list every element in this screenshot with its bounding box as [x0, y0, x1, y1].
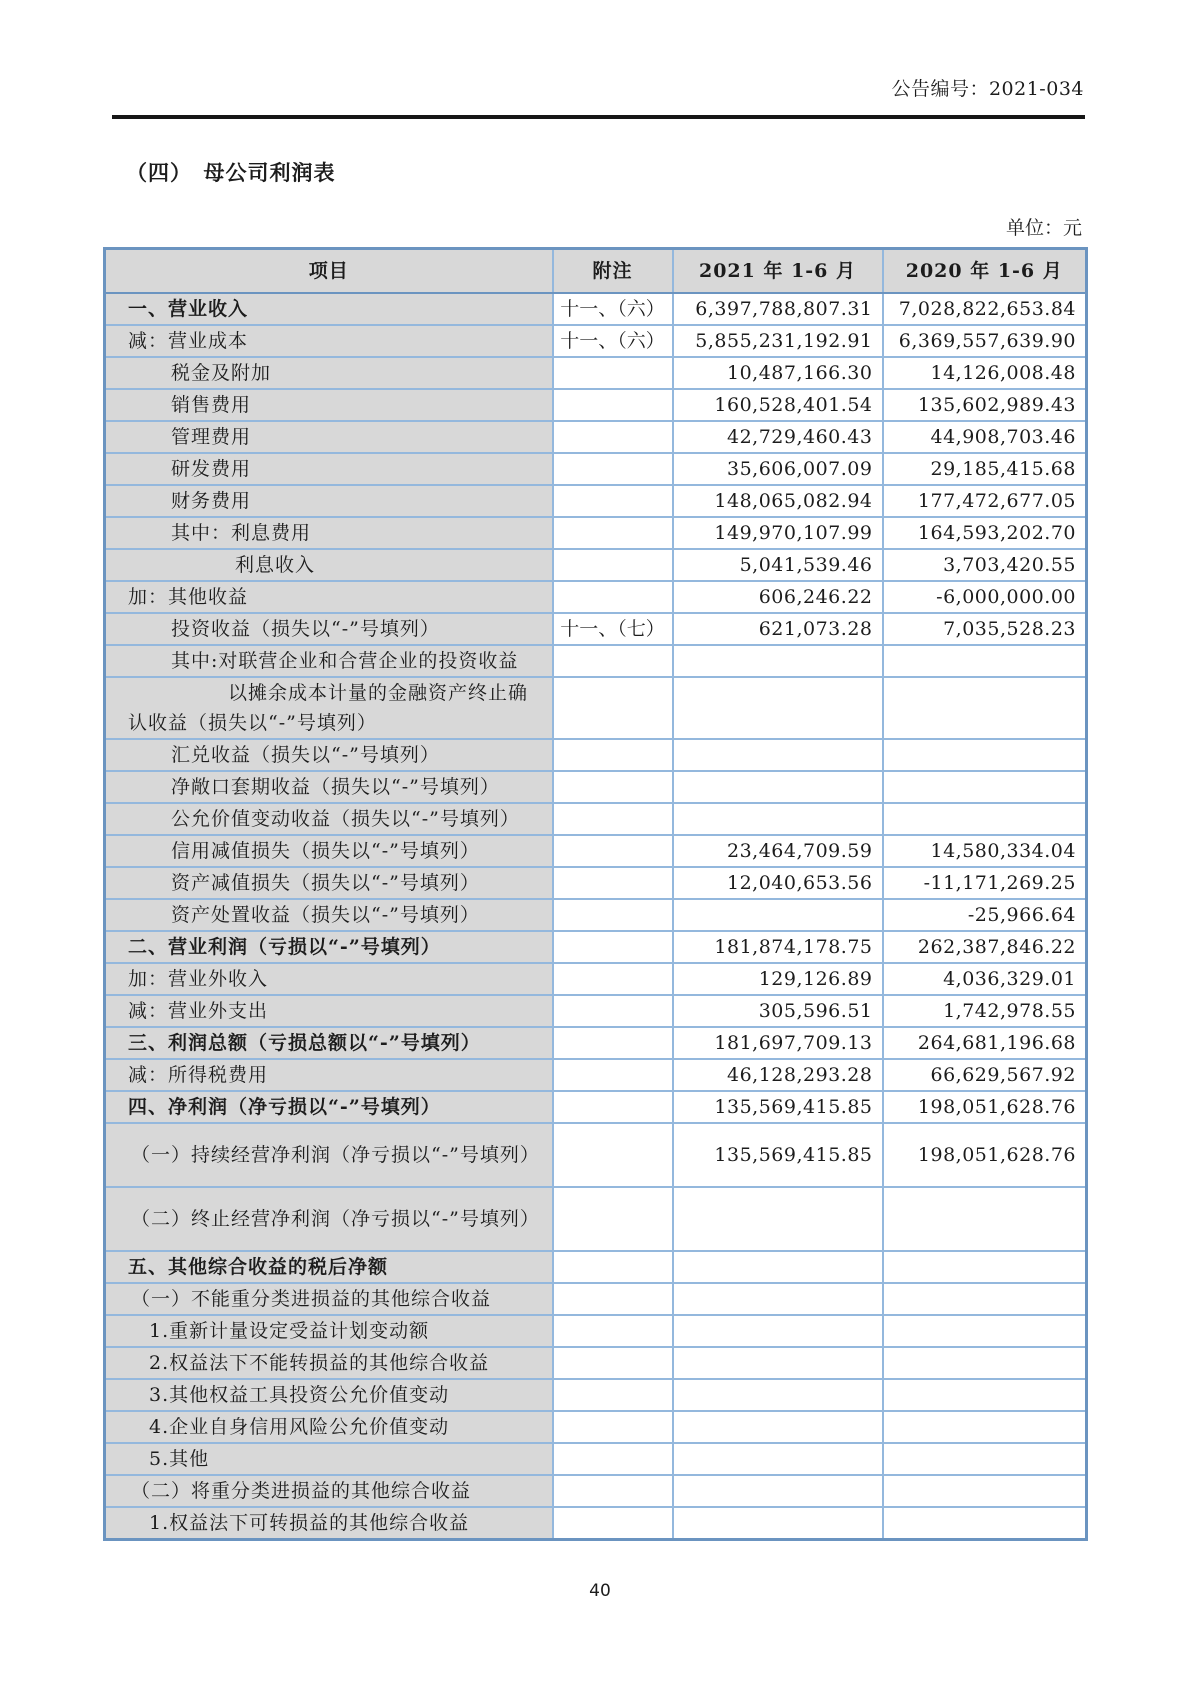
row-value-2021 [673, 1379, 883, 1411]
row-note [553, 995, 673, 1027]
row-value-2021: 135,569,415.85 [673, 1091, 883, 1123]
row-value-2021: 12,040,653.56 [673, 867, 883, 899]
row-value-2021: 129,126.89 [673, 963, 883, 995]
row-value-2020: -6,000,000.00 [883, 581, 1087, 613]
table-row [105, 421, 1087, 453]
row-value-2020: 264,681,196.68 [883, 1027, 1087, 1059]
row-note [553, 803, 673, 835]
row-note [553, 1347, 673, 1379]
row-item-label: 管理费用 [105, 421, 553, 453]
row-value-2020: 66,629,567.92 [883, 1059, 1087, 1091]
row-value-2020 [883, 1251, 1087, 1283]
table-row [105, 293, 1087, 325]
table-row [105, 1091, 1087, 1123]
row-value-2021 [673, 771, 883, 803]
row-note [553, 581, 673, 613]
row-value-2020: 44,908,703.46 [883, 421, 1087, 453]
row-value-2021: 148,065,082.94 [673, 485, 883, 517]
row-item-label: 二、营业利润（亏损以“-”号填列） [105, 931, 553, 963]
row-value-2020 [883, 1283, 1087, 1315]
row-value-2021 [673, 1411, 883, 1443]
row-value-2021 [673, 1443, 883, 1475]
row-value-2021 [673, 739, 883, 771]
row-note [553, 357, 673, 389]
row-note [553, 931, 673, 963]
table-row [105, 803, 1087, 835]
row-value-2021: 305,596.51 [673, 995, 883, 1027]
table-row [105, 357, 1087, 389]
row-value-2021: 135,569,415.85 [673, 1123, 883, 1187]
row-value-2020: 14,126,008.48 [883, 357, 1087, 389]
row-value-2020: 198,051,628.76 [883, 1123, 1087, 1187]
row-item-label: 减：营业成本 [105, 325, 553, 357]
row-value-2020 [883, 739, 1087, 771]
table-row [105, 771, 1087, 803]
column-header-2021: 2021 年 1-6 月 [673, 249, 883, 293]
row-note [553, 549, 673, 581]
table-row [105, 1187, 1087, 1251]
row-item-label: 1.重新计量设定受益计划变动额 [105, 1315, 553, 1347]
table-row [105, 485, 1087, 517]
row-item-label: 减：营业外支出 [105, 995, 553, 1027]
table-row [105, 1283, 1087, 1315]
row-item-label: 3.其他权益工具投资公允价值变动 [105, 1379, 553, 1411]
row-item-label: （二）将重分类进损益的其他综合收益 [105, 1475, 553, 1507]
row-note [553, 1027, 673, 1059]
row-item-label: 税金及附加 [105, 357, 553, 389]
row-value-2020: 1,742,978.55 [883, 995, 1087, 1027]
table-row [105, 995, 1087, 1027]
row-note [553, 963, 673, 995]
page-title: （四） 母公司利润表 [126, 160, 336, 185]
row-item-label: 汇兑收益（损失以“-”号填列） [105, 739, 553, 771]
row-note [553, 739, 673, 771]
table-row [105, 645, 1087, 677]
row-value-2020: 164,593,202.70 [883, 517, 1087, 549]
row-item-label: 一、营业收入 [105, 293, 553, 325]
row-item-label: 加：营业外收入 [105, 963, 553, 995]
row-item-label: 其中:对联营企业和合营企业的投资收益 [105, 645, 553, 677]
table-row [105, 899, 1087, 931]
row-item-label: 三、利润总额（亏损总额以“-”号填列） [105, 1027, 553, 1059]
row-value-2021: 6,397,788,807.31 [673, 293, 883, 325]
unit-label: 单位：元 [1005, 217, 1082, 239]
row-value-2020 [883, 1347, 1087, 1379]
row-value-2021: 5,041,539.46 [673, 549, 883, 581]
row-value-2020 [883, 803, 1087, 835]
row-value-2020: 7,035,528.23 [883, 613, 1087, 645]
table-row [105, 1059, 1087, 1091]
row-note [553, 1059, 673, 1091]
table-row [105, 325, 1087, 357]
row-value-2021 [673, 1283, 883, 1315]
table-header-row [105, 249, 1087, 293]
row-value-2021: 35,606,007.09 [673, 453, 883, 485]
row-item-label: 财务费用 [105, 485, 553, 517]
row-value-2020: 6,369,557,639.90 [883, 325, 1087, 357]
row-value-2020: 135,602,989.43 [883, 389, 1087, 421]
row-value-2021 [673, 1347, 883, 1379]
row-value-2021 [673, 803, 883, 835]
row-item-label: 加：其他收益 [105, 581, 553, 613]
table-row [105, 1443, 1087, 1475]
row-item-label: 4.企业自身信用风险公允价值变动 [105, 1411, 553, 1443]
table-row [105, 963, 1087, 995]
row-value-2020: 29,185,415.68 [883, 453, 1087, 485]
table-row [105, 1379, 1087, 1411]
row-value-2020: 262,387,846.22 [883, 931, 1087, 963]
header-rule-line [112, 115, 1085, 119]
row-note [553, 1283, 673, 1315]
row-value-2020 [883, 1315, 1087, 1347]
row-value-2020 [883, 677, 1087, 739]
table-row [105, 1507, 1087, 1540]
table-row [105, 931, 1087, 963]
row-value-2021: 46,128,293.28 [673, 1059, 883, 1091]
row-item-label: 五、其他综合收益的税后净额 [105, 1251, 553, 1283]
row-value-2021: 181,874,178.75 [673, 931, 883, 963]
row-note [553, 867, 673, 899]
row-note [553, 645, 673, 677]
row-value-2020: 3,703,420.55 [883, 549, 1087, 581]
row-value-2021 [673, 1187, 883, 1251]
table-row [105, 613, 1087, 645]
table-row [105, 453, 1087, 485]
row-item-label: 减：所得税费用 [105, 1059, 553, 1091]
row-value-2021 [673, 645, 883, 677]
row-note [553, 677, 673, 739]
row-value-2020: -11,171,269.25 [883, 867, 1087, 899]
page-number: 40 [589, 1580, 611, 1601]
table-row [105, 1411, 1087, 1443]
row-note [553, 517, 673, 549]
row-value-2021: 23,464,709.59 [673, 835, 883, 867]
row-note [553, 1315, 673, 1347]
row-note [553, 1475, 673, 1507]
row-note [553, 835, 673, 867]
row-value-2020 [883, 1443, 1087, 1475]
table-row [105, 1315, 1087, 1347]
column-header-note: 附注 [553, 249, 673, 293]
table-row [105, 835, 1087, 867]
table-row [105, 1027, 1087, 1059]
row-note: 十一、（六） [553, 325, 673, 357]
table-row [105, 389, 1087, 421]
row-item-label: 其中：利息费用 [105, 517, 553, 549]
row-note [553, 1507, 673, 1540]
row-item-label: 资产处置收益（损失以“-”号填列） [105, 899, 553, 931]
row-value-2021: 160,528,401.54 [673, 389, 883, 421]
row-item-label: 信用减值损失（损失以“-”号填列） [105, 835, 553, 867]
row-note: 十一、（七） [553, 613, 673, 645]
row-value-2020 [883, 1507, 1087, 1540]
row-note [553, 899, 673, 931]
row-value-2020 [883, 1475, 1087, 1507]
table-row [105, 867, 1087, 899]
row-value-2020 [883, 771, 1087, 803]
table-row [105, 581, 1087, 613]
row-note: 十一、（六） [553, 293, 673, 325]
row-note [553, 1379, 673, 1411]
table-row [105, 739, 1087, 771]
row-value-2020: 198,051,628.76 [883, 1091, 1087, 1123]
row-item-label: 以摊余成本计量的金融资产终止确认收益（损失以“-”号填列） [105, 677, 553, 739]
row-note [553, 421, 673, 453]
row-value-2020 [883, 1187, 1087, 1251]
row-note [553, 1251, 673, 1283]
row-note [553, 1411, 673, 1443]
row-value-2021 [673, 677, 883, 739]
row-note [553, 1091, 673, 1123]
row-value-2021 [673, 1315, 883, 1347]
row-note [553, 453, 673, 485]
row-value-2021 [673, 1507, 883, 1540]
row-value-2020: -25,966.64 [883, 899, 1087, 931]
announcement-number: 公告编号：2021-034 [891, 78, 1084, 100]
row-value-2021: 5,855,231,192.91 [673, 325, 883, 357]
row-note [553, 1123, 673, 1187]
row-note [553, 389, 673, 421]
row-value-2021 [673, 899, 883, 931]
row-value-2021: 606,246.22 [673, 581, 883, 613]
row-value-2021: 10,487,166.30 [673, 357, 883, 389]
table-row [105, 1123, 1087, 1187]
column-header-item: 项目 [105, 249, 553, 293]
row-value-2021: 181,697,709.13 [673, 1027, 883, 1059]
row-note [553, 1443, 673, 1475]
row-item-label: 2.权益法下不能转损益的其他综合收益 [105, 1347, 553, 1379]
row-value-2021: 149,970,107.99 [673, 517, 883, 549]
income-statement-table [103, 247, 1088, 1541]
row-item-label: 净敞口套期收益（损失以“-”号填列） [105, 771, 553, 803]
row-item-label: 1.权益法下可转损益的其他综合收益 [105, 1507, 553, 1540]
row-value-2020: 177,472,677.05 [883, 485, 1087, 517]
table-row [105, 1475, 1087, 1507]
row-item-label: 销售费用 [105, 389, 553, 421]
row-item-label: 投资收益（损失以“-”号填列） [105, 613, 553, 645]
row-value-2021: 621,073.28 [673, 613, 883, 645]
row-value-2020: 14,580,334.04 [883, 835, 1087, 867]
table-row [105, 517, 1087, 549]
column-header-2020: 2020 年 1-6 月 [883, 249, 1087, 293]
row-note [553, 1187, 673, 1251]
table-row [105, 549, 1087, 581]
row-item-label: 公允价值变动收益（损失以“-”号填列） [105, 803, 553, 835]
row-item-label: 资产减值损失（损失以“-”号填列） [105, 867, 553, 899]
row-value-2020 [883, 1379, 1087, 1411]
row-item-label: 利息收入 [105, 549, 553, 581]
row-value-2020: 7,028,822,653.84 [883, 293, 1087, 325]
row-value-2020 [883, 645, 1087, 677]
row-item-label: 5.其他 [105, 1443, 553, 1475]
row-value-2021 [673, 1475, 883, 1507]
row-value-2021: 42,729,460.43 [673, 421, 883, 453]
row-item-label: （一）持续经营净利润（净亏损以“-”号填列） [105, 1123, 553, 1187]
row-item-label: 研发费用 [105, 453, 553, 485]
table-row [105, 1251, 1087, 1283]
row-item-label: （一）不能重分类进损益的其他综合收益 [105, 1283, 553, 1315]
row-value-2020: 4,036,329.01 [883, 963, 1087, 995]
table-row [105, 1347, 1087, 1379]
row-value-2021 [673, 1251, 883, 1283]
row-note [553, 771, 673, 803]
table-row [105, 677, 1087, 739]
row-item-label: （二）终止经营净利润（净亏损以“-”号填列） [105, 1187, 553, 1251]
row-note [553, 485, 673, 517]
row-item-label: 四、净利润（净亏损以“-”号填列） [105, 1091, 553, 1123]
row-value-2020 [883, 1411, 1087, 1443]
